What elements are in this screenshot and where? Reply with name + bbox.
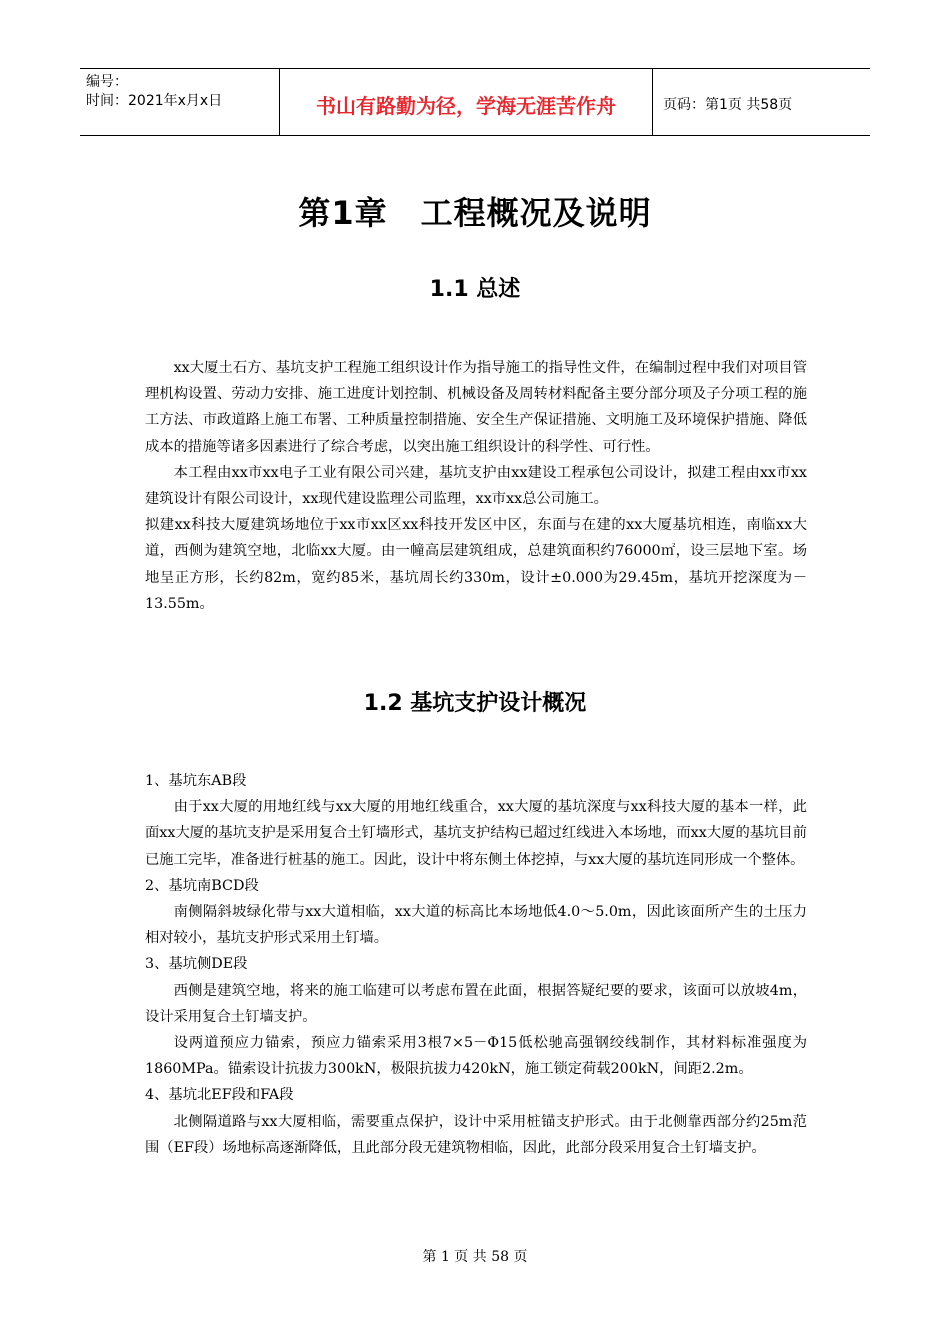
section-1-title: 1.1 总述 [429,277,521,302]
section-2-body [145,768,807,1161]
paragraph: 南侧隔斜坡绿化带与xx大道相临，xx大道的标高比本场地低4.0～5.0m，因此该面所产生的土压力相对较小，基坑支护形式采用土钉墙。 [145,904,807,947]
header-page-info: 页码：第1页 共58页 [663,97,793,113]
time-label: 时间：2021年x月x日 [86,93,223,109]
paragraph: 拟建xx科技大厦建筑场地位于xx市xx区xx科技开发区中区，东面与在建的xx大厦基坑相连，南临xx大道，西侧为建筑空地，北临xx大厦。由一幢高层建筑组成，总建筑面积约76000㎡，设三层地下室。场地呈正方形，长约82m，宽约85米，基坑周长约330m，设计±0.000为29.45m，基坑开挖深度为－13.55m。 [145,517,807,612]
paragraph: 由于xx大厦的用地红线与xx大厦的用地红线重合，xx大厦的基坑深度与xx科技大厦的基本一样，此面xx大厦的基坑支护是采用复合土钉墙形式，基坑支护结构已超过红线进入本场地，而xx大厦的基坑目前已施工完毕，准备进行桩基的施工。因此，设计中将东侧土体挖掉，与xx大厦的基坑连同形成一个整体。 [145,799,807,868]
header-meta [80,69,280,135]
item-heading: 2、基坑南BCD段 [145,877,259,894]
section-2-title: 1.2 基坑支护设计概况 [363,691,587,716]
header-motto: 书山有路勤为径，学海无涯苦作舟 [280,69,653,135]
paragraph: 设两道预应力锚索，预应力锚索采用3根7×5－Φ15低松驰高强钢绞线制作，其材料标准强度为1860MPa。锚索设计抗拔力300kN，极限抗拔力420kN，施工锁定荷载200kN，间距2.2m。 [145,1035,807,1078]
item-heading: 1、基坑东AB段 [145,773,247,789]
page-footer: 第 1 页 共 58 页 [422,1249,528,1265]
item-heading: 4、基坑北EF段和FA段 [145,1087,294,1104]
item-heading: 3、基坑侧DE段 [145,956,248,973]
number-label: 编号： [86,74,128,90]
paragraph: 西侧是建筑空地，将来的施工临建可以考虑布置在此面，根据答疑纪要的要求，该面可以放坡4m，设计采用复合土钉墙支护。 [145,982,807,1025]
paragraph: 北侧隔道路与xx大厦相临，需要重点保护，设计中采用桩锚支护形式。由于北侧靠西部分约25m范围（EF段）场地标高逐渐降低，且此部分段无建筑物相临，因此，此部分段采用复合土钉墙支护。 [145,1113,807,1156]
chapter-title: 第1章 工程概况及说明 [298,194,652,232]
paragraph: 本工程由xx市xx电子工业有限公司兴建，基坑支护由xx建设工程承包公司设计，拟建工程由xx市xx建筑设计有限公司设计，xx现代建设监理公司监理，xx市xx总公司施工。 [145,464,807,508]
document-header [80,68,870,136]
section-1-body [145,355,807,617]
paragraph: xx大厦土石方、基坑支护工程施工组织设计作为指导施工的指导性文件，在编制过程中我们对项目管理机构设置、劳动力安排、施工进度计划控制、机械设备及周转材料配备主要分部分项及子分项工程的施工方法、市政道路上施工布署、工种质量控制措施、安全生产保证措施、文明施工及环境保护措施、降低成本的措施等诸多因素进行了综合考虑，以突出施工组织设计的科学性、可行性。 [145,360,807,455]
